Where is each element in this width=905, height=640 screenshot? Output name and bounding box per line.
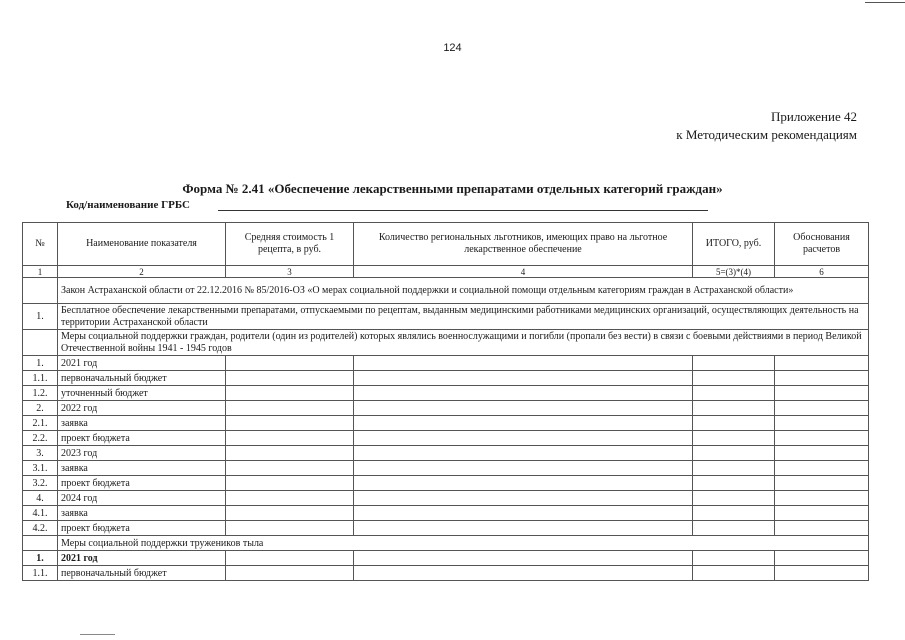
cell-beneficiaries[interactable] (354, 506, 693, 521)
table-row (23, 401, 869, 416)
row-num: 2.2. (23, 431, 58, 446)
cell-justification[interactable] (775, 416, 869, 431)
law-row (23, 278, 869, 304)
column-number: 4 (354, 266, 693, 278)
row-num: 4.2. (23, 521, 58, 536)
cell-avg-cost[interactable] (226, 521, 354, 536)
cell-avg-cost[interactable] (226, 491, 354, 506)
row-num: 4. (23, 491, 58, 506)
cell-beneficiaries[interactable] (354, 476, 693, 491)
table-row (23, 461, 869, 476)
cell-justification[interactable] (775, 446, 869, 461)
grbs-fill-line (218, 210, 708, 211)
cell-beneficiaries[interactable] (354, 461, 693, 476)
cell-justification[interactable] (775, 401, 869, 416)
page-number: 124 (443, 42, 462, 54)
section-row (23, 304, 869, 330)
row-num: 1.1. (23, 371, 58, 386)
cell-total[interactable] (693, 521, 775, 536)
cell-total[interactable] (693, 566, 775, 581)
cell-total[interactable] (693, 461, 775, 476)
cell-total[interactable] (693, 386, 775, 401)
cell-avg-cost[interactable] (226, 476, 354, 491)
row-num: 3.2. (23, 476, 58, 491)
measure-num-cell (23, 330, 58, 356)
row-name: 2023 год (58, 446, 226, 461)
cell-beneficiaries[interactable] (354, 566, 693, 581)
law-text: Закон Астраханской области от 22.12.2016 № 85/2016-ОЗ «О мерах социальной поддержки и социальной помощи отдельным категориям граждан в Астраханской области» (58, 278, 869, 304)
table-row (23, 356, 869, 371)
cell-justification[interactable] (775, 386, 869, 401)
cell-beneficiaries[interactable] (354, 401, 693, 416)
table-row (23, 566, 869, 581)
form-table (22, 222, 869, 581)
row-num: 1. (23, 356, 58, 371)
cell-total[interactable] (693, 431, 775, 446)
row-name: 2021 год (58, 551, 226, 566)
row-num: 1. (23, 551, 58, 566)
cell-avg-cost[interactable] (226, 386, 354, 401)
cell-avg-cost[interactable] (226, 551, 354, 566)
measure-text: Меры социальной поддержки тружеников тыла (58, 536, 869, 551)
cell-avg-cost[interactable] (226, 356, 354, 371)
row-num: 3.1. (23, 461, 58, 476)
cell-justification[interactable] (775, 461, 869, 476)
column-number: 1 (23, 266, 58, 278)
table-row (23, 386, 869, 401)
law-num-cell (23, 278, 58, 304)
table-row (23, 476, 869, 491)
cell-avg-cost[interactable] (226, 431, 354, 446)
row-name: первоначальный бюджет (58, 566, 226, 581)
cell-beneficiaries[interactable] (354, 371, 693, 386)
row-name: 2024 год (58, 491, 226, 506)
column-number: 5=(3)*(4) (693, 266, 775, 278)
bottom-edge-mark (80, 634, 115, 635)
appendix-line-1: Приложение 42 (770, 109, 857, 124)
column-number: 3 (226, 266, 354, 278)
cell-beneficiaries[interactable] (354, 386, 693, 401)
header-cell-avg-cost: Средняя стоимость 1 рецепта, в руб. (226, 223, 354, 266)
cell-beneficiaries[interactable] (354, 431, 693, 446)
appendix-note (676, 108, 857, 144)
cell-total[interactable] (693, 446, 775, 461)
header-cell-total: ИТОГО, руб. (693, 223, 775, 266)
cell-beneficiaries[interactable] (354, 521, 693, 536)
row-name: проект бюджета (58, 476, 226, 491)
header-row (23, 223, 869, 266)
section-num: 1. (23, 304, 58, 330)
measure-row (23, 330, 869, 356)
cell-total[interactable] (693, 416, 775, 431)
row-name: 2022 год (58, 401, 226, 416)
row-name: 2021 год (58, 356, 226, 371)
cell-beneficiaries[interactable] (354, 356, 693, 371)
cell-justification[interactable] (775, 566, 869, 581)
row-name: уточненный бюджет (58, 386, 226, 401)
cell-avg-cost[interactable] (226, 506, 354, 521)
header-cell-justification: Обоснования расчетов (775, 223, 869, 266)
table-row (23, 431, 869, 446)
table-row (23, 521, 869, 536)
row-num: 1.2. (23, 386, 58, 401)
measure-row-2 (23, 536, 869, 551)
table-row (23, 371, 869, 386)
cell-avg-cost[interactable] (226, 566, 354, 581)
grbs-label: Код/наименование ГРБС (66, 199, 190, 211)
cell-justification[interactable] (775, 491, 869, 506)
header-cell-beneficiaries: Количество региональных льготников, имеющих право на льготное лекарственное обеспечение (354, 223, 693, 266)
table-row (23, 551, 869, 566)
cell-total[interactable] (693, 491, 775, 506)
measure-num-cell (23, 536, 58, 551)
cell-total[interactable] (693, 506, 775, 521)
cell-avg-cost[interactable] (226, 446, 354, 461)
header-cell-num: № (23, 223, 58, 266)
row-name: заявка (58, 506, 226, 521)
cell-beneficiaries[interactable] (354, 551, 693, 566)
appendix-line-2: к Методическим рекомендациям (676, 127, 857, 142)
table-row (23, 416, 869, 431)
cell-justification[interactable] (775, 476, 869, 491)
row-name: проект бюджета (58, 521, 226, 536)
cell-justification[interactable] (775, 356, 869, 371)
table-row (23, 491, 869, 506)
cell-avg-cost[interactable] (226, 371, 354, 386)
cell-beneficiaries[interactable] (354, 491, 693, 506)
top-edge-line (865, 2, 905, 3)
cell-beneficiaries[interactable] (354, 446, 693, 461)
column-number-row (23, 266, 869, 278)
row-name: заявка (58, 461, 226, 476)
cell-avg-cost[interactable] (226, 461, 354, 476)
row-name: заявка (58, 416, 226, 431)
cell-total[interactable] (693, 476, 775, 491)
cell-justification[interactable] (775, 371, 869, 386)
cell-total[interactable] (693, 356, 775, 371)
row-num: 1.1. (23, 566, 58, 581)
table-row (23, 506, 869, 521)
cell-justification[interactable] (775, 506, 869, 521)
cell-beneficiaries[interactable] (354, 416, 693, 431)
form-title: Форма № 2.41 «Обеспечение лекарственными препаратами отдельных категорий граждан» (182, 181, 723, 196)
row-num: 2.1. (23, 416, 58, 431)
row-num: 3. (23, 446, 58, 461)
cell-total[interactable] (693, 401, 775, 416)
cell-total[interactable] (693, 371, 775, 386)
cell-avg-cost[interactable] (226, 416, 354, 431)
row-name: проект бюджета (58, 431, 226, 446)
cell-avg-cost[interactable] (226, 401, 354, 416)
cell-total[interactable] (693, 551, 775, 566)
measure-text: Меры социальной поддержки граждан, родители (один из родителей) которых являлись военнослужащими и погибли (пропали без вести) в связи с боевыми действиями в период Великой Отечественной войны 1941 - 1945 годов (58, 330, 869, 356)
row-num: 2. (23, 401, 58, 416)
column-number: 2 (58, 266, 226, 278)
section-text: Бесплатное обеспечение лекарственными препаратами, отпускаемыми по рецептам, выданным медицинскими работниками медицинских организаций, осуществляющих деятельность на территории Астраханской области (58, 304, 869, 330)
table-row (23, 446, 869, 461)
header-cell-name: Наименование показателя (58, 223, 226, 266)
row-num: 4.1. (23, 506, 58, 521)
row-name: первоначальный бюджет (58, 371, 226, 386)
cell-justification[interactable] (775, 431, 869, 446)
column-number: 6 (775, 266, 869, 278)
cell-justification[interactable] (775, 521, 869, 536)
cell-justification[interactable] (775, 551, 869, 566)
